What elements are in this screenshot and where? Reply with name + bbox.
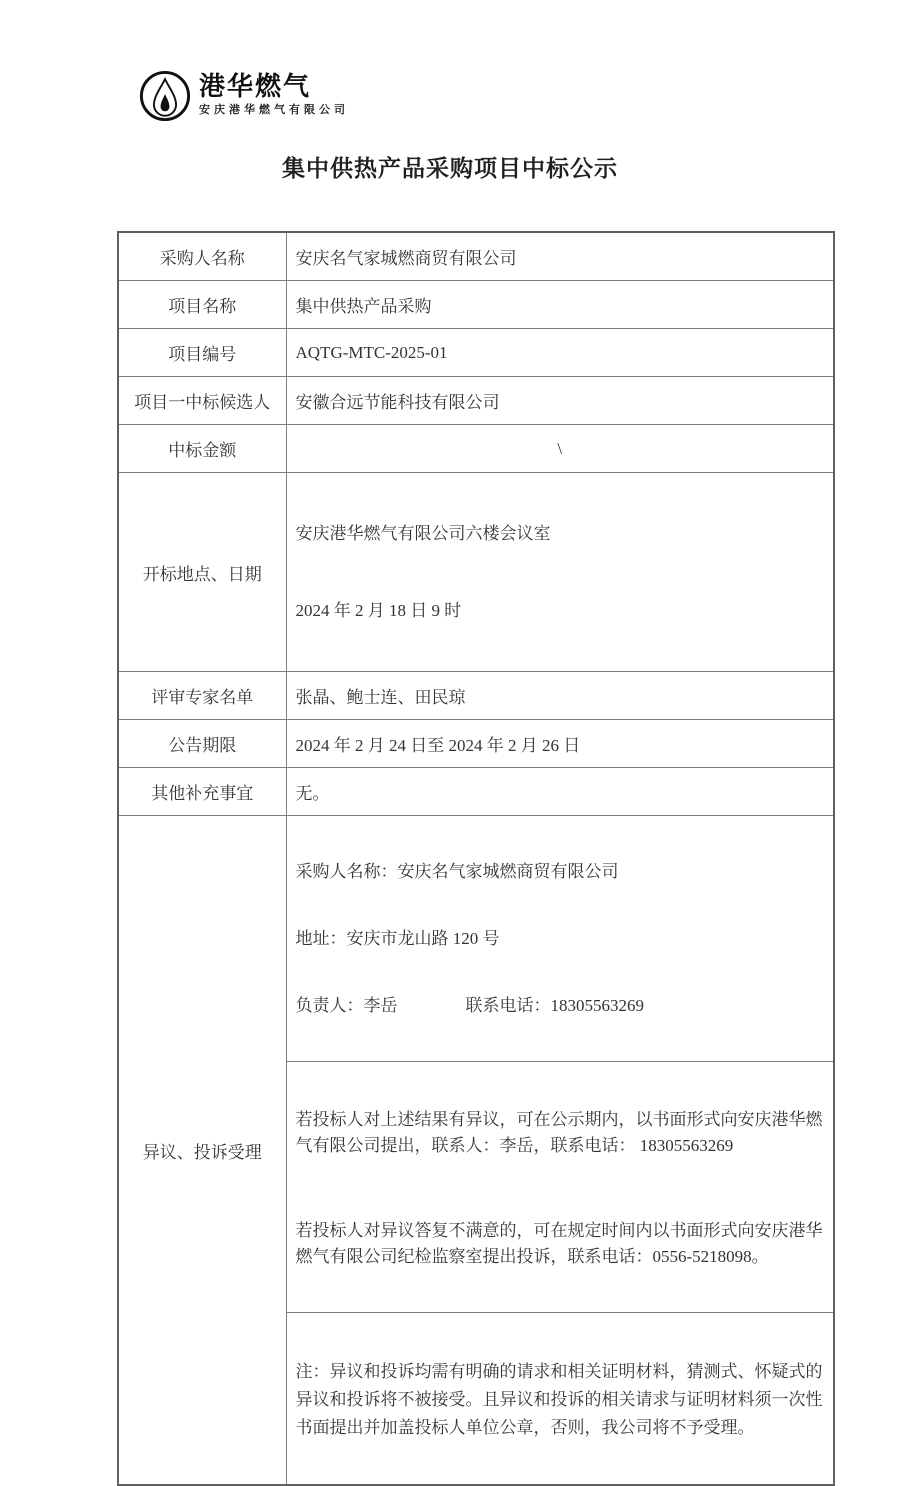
- row-label: 公告期限: [118, 720, 286, 768]
- row-label: 其他补充事宜: [118, 768, 286, 816]
- brand-name: 港华燃气: [199, 71, 312, 101]
- row-value: 张晶、鲍士连、田民琼: [286, 672, 834, 720]
- table-row: [118, 377, 834, 425]
- table-row: [118, 720, 834, 768]
- table-row: [118, 768, 834, 816]
- award-notice-table: [117, 231, 835, 1486]
- objection-contact-cell: [286, 816, 834, 1062]
- company-logo: [139, 70, 349, 122]
- table-row: [118, 232, 834, 281]
- row-value: 无。: [286, 768, 834, 816]
- objection-note-cell: [286, 1313, 834, 1486]
- row-label: 采购人名称: [118, 232, 286, 281]
- page-title: 集中供热产品采购项目中标公示: [282, 156, 618, 181]
- row-label: 评审专家名单: [118, 672, 286, 720]
- row-value: 安庆名气家城燃商贸有限公司: [286, 232, 834, 281]
- table-row-objection: [118, 816, 834, 1062]
- note-text: 注：异议和投诉均需有明确的请求和相关证明材料，猜测式、怀疑式的异议和投诉将不被接受。且异议和投诉的相关请求与证明材料须一次性书面提出并加盖投标人单位公章，否则，我公司将不予受理。: [295, 1362, 823, 1437]
- row-value: 集中供热产品采购: [286, 281, 834, 329]
- row-value: \: [286, 425, 834, 473]
- contact-line: 地址：安庆市龙山路 120 号: [295, 929, 500, 948]
- objection-procedure-cell: [286, 1062, 834, 1313]
- logo-text: [199, 73, 349, 116]
- row-value: 安徽合远节能科技有限公司: [286, 377, 834, 425]
- row-label: 项目编号: [118, 329, 286, 377]
- table-row: [118, 281, 834, 329]
- row-value: 2024 年 2 月 24 日至 2024 年 2 月 26 日: [286, 720, 834, 768]
- contact-line: 负责人：李岳 联系电话：18305563269: [295, 996, 644, 1015]
- row-label: 项目一中标候选人: [118, 377, 286, 425]
- contact-line: 采购人名称：安庆名气家城燃商贸有限公司: [295, 862, 619, 881]
- row-label: 中标金额: [118, 425, 286, 473]
- row-value: [286, 473, 834, 672]
- table-row: [118, 329, 834, 377]
- row-label: 项目名称: [118, 281, 286, 329]
- table-row: [118, 672, 834, 720]
- table-row: [118, 425, 834, 473]
- value-line: 安庆港华燃气有限公司六楼会议室: [295, 524, 551, 543]
- flame-in-circle-icon: [139, 70, 191, 122]
- value-line: 2024 年 2 月 18 日 9 时: [295, 601, 462, 620]
- procedure-paragraph: 若投标人对上述结果有异议，可在公示期内，以书面形式向安庆港华燃气有限公司提出，联系人：李岳，联系电话： 18305563269: [295, 1110, 823, 1155]
- brand-subtitle: 安庆港华燃气有限公司: [199, 104, 349, 116]
- table-row: [118, 473, 834, 672]
- procedure-paragraph: 若投标人对异议答复不满意的，可在规定时间内以书面形式向安庆港华燃气有限公司纪检监察室提出投诉，联系电话：0556-5218098。: [295, 1221, 823, 1266]
- row-label: 异议、投诉受理: [118, 816, 286, 1486]
- row-label: 开标地点、日期: [118, 473, 286, 672]
- row-value: AQTG-MTC-2025-01: [286, 329, 834, 377]
